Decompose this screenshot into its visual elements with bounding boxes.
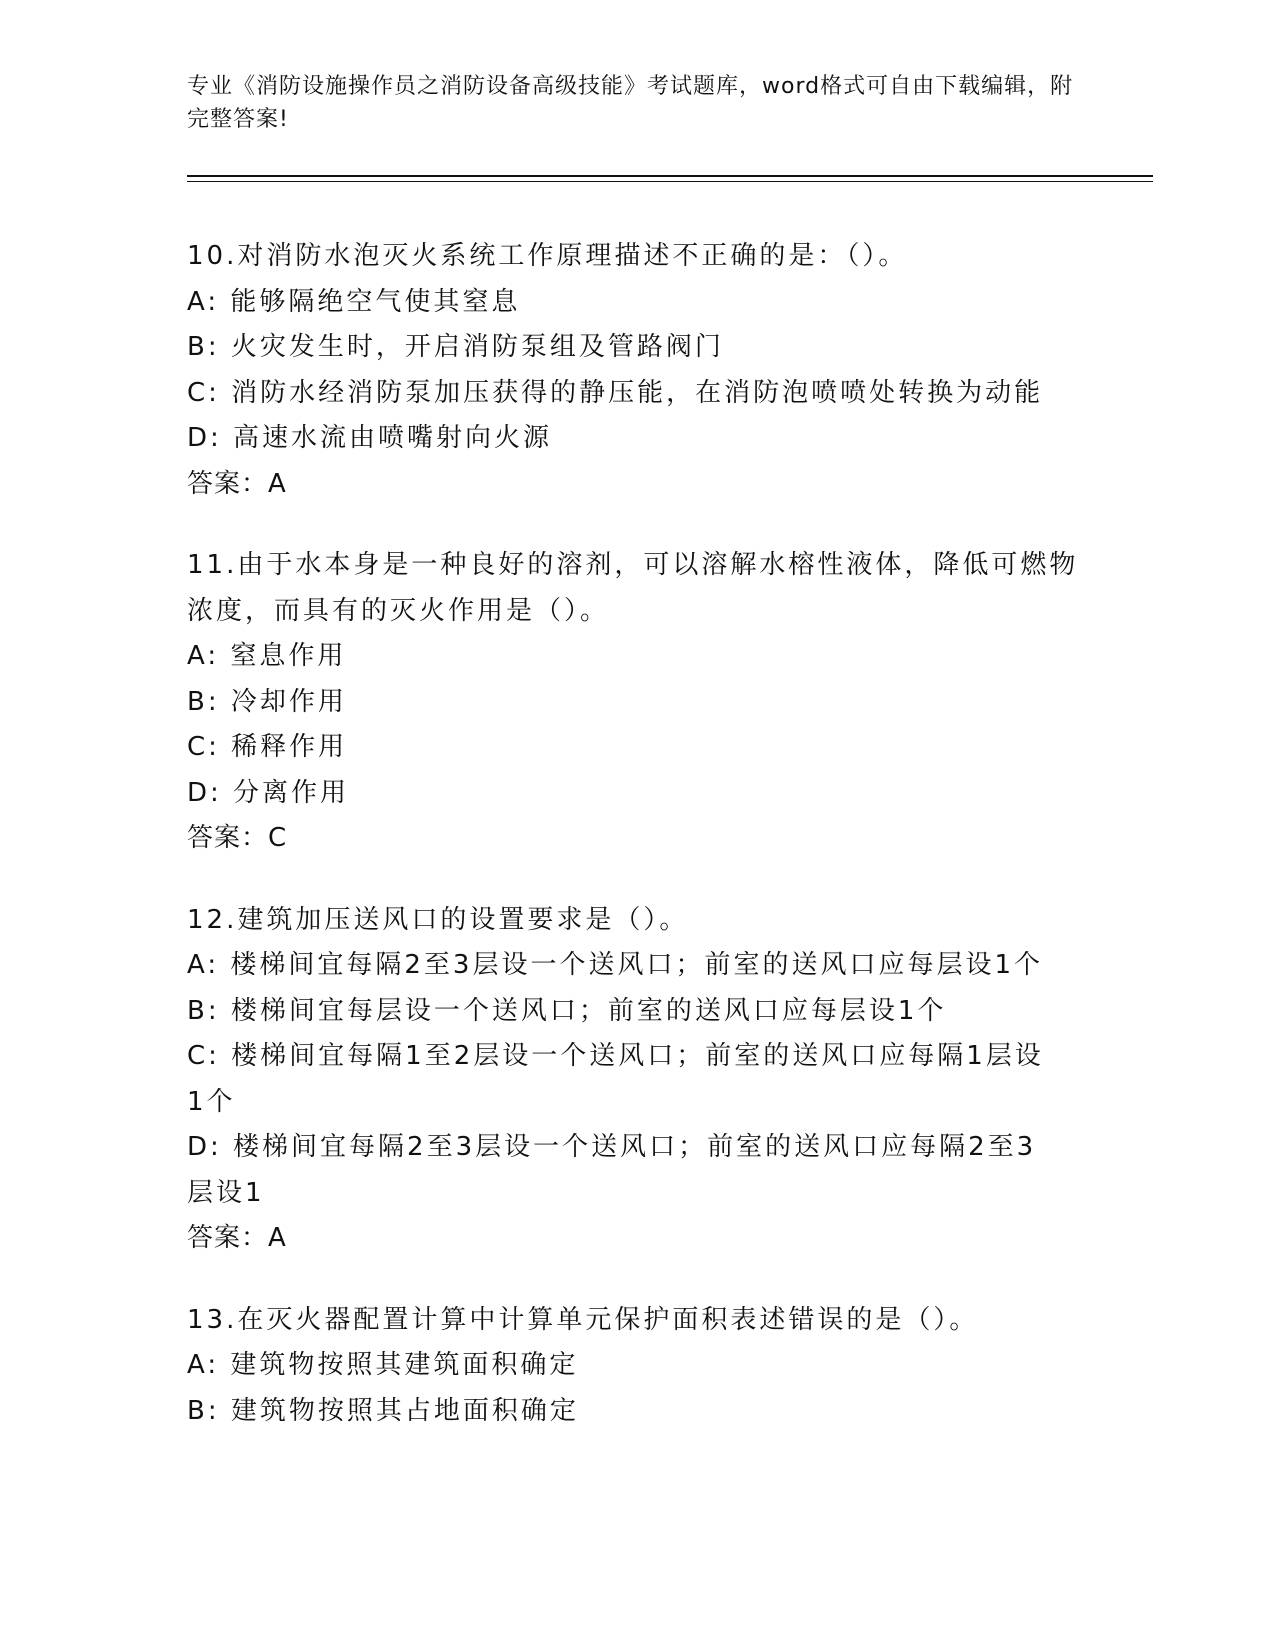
answer-option: B: 冷却作用 [187, 686, 347, 717]
answer-key: 答案：A [187, 1223, 287, 1253]
answer-option: C: 楼梯间宜每隔1至2层设一个送风口；前室的送风口应每隔1层设 [187, 1041, 1044, 1071]
answer-option: A: 楼梯间宜每隔2至3层设一个送风口；前室的送风口应每层设1个 [187, 950, 1043, 980]
answer-option: 层设1 [187, 1177, 265, 1208]
answer-option: B: 建筑物按照其占地面积确定 [187, 1395, 579, 1426]
question-4 [187, 1298, 1087, 1435]
document-header: 专业《消防设施操作员之消防设备高级技能》考试题库，word格式可自由下载编辑，附完整答案! [187, 74, 1074, 132]
answer-key: 答案：C [187, 823, 288, 853]
answer-option: C: 消防水经消防泵加压获得的静压能，在消防泡喷喷处转换为动能 [187, 377, 1044, 408]
question-3 [187, 898, 1087, 1262]
answer-option: D: 高速水流由喷嘴射向火源 [187, 423, 553, 453]
question-list [187, 234, 1087, 1470]
header-rule-thick [187, 175, 1153, 177]
answer-option: A: 能够隔绝空气使其窒息 [187, 286, 521, 317]
answer-option: B: 楼梯间宜每层设一个送风口；前室的送风口应每层设1个 [187, 995, 947, 1026]
answer-option: D: 楼梯间宜每隔2至3层设一个送风口；前室的送风口应每隔2至3 [187, 1132, 1037, 1162]
answer-option: A: 窒息作用 [187, 641, 347, 671]
answer-option: 1个 [187, 1086, 236, 1117]
question-stem: 10.对消防水泡灭火系统工作原理描述不正确的是：（）。 [187, 241, 908, 271]
question-1 [187, 234, 1087, 507]
answer-option: B: 火灾发生时，开启消防泵组及管路阀门 [187, 332, 724, 362]
answer-option: C: 稀释作用 [187, 732, 348, 762]
question-stem: 11.由于水本身是一种良好的溶剂，可以溶解水榕性液体，降低可燃物 [187, 550, 1079, 580]
answer-key: 答案：A [187, 468, 287, 499]
question-stem: 13.在灭火器配置计算中计算单元保护面积表述错误的是（）。 [187, 1304, 979, 1335]
question-2 [187, 543, 1087, 862]
answer-option: D: 分离作用 [187, 777, 350, 808]
question-stem: 12.建筑加压送风口的设置要求是（）。 [187, 904, 689, 935]
header-rule-thin [187, 181, 1153, 182]
answer-option: A: 建筑物按照其建筑面积确定 [187, 1350, 579, 1380]
question-stem: 浓度，而具有的灭火作用是（）。 [187, 595, 610, 626]
